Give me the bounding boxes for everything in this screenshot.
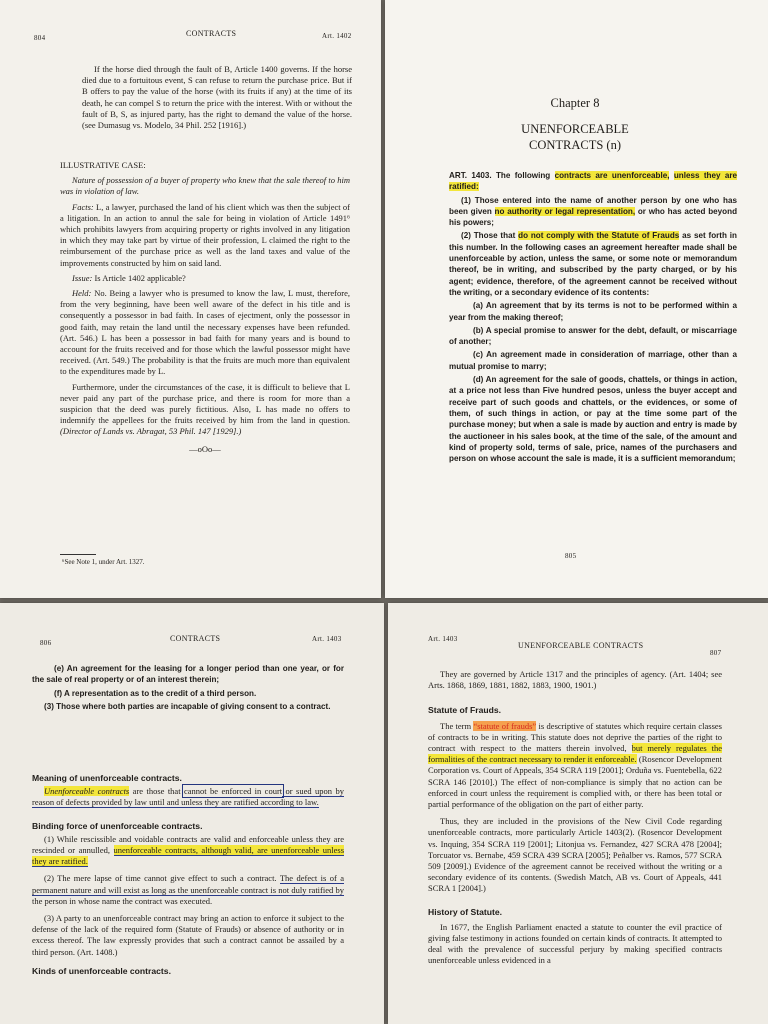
item-c: (c) An agreement made in consideration of marriage, other than a mutual promise to marry; [449, 350, 737, 371]
heading-binding: Binding force of unenforceable contracts. [32, 820, 203, 831]
page-804 [0, 0, 381, 598]
held: Held: No. Being a lawyer who is presumed to know the law, L must, therefore, from the very beginning, have been well aware of the defect in his title and is consequently a possessor in bad faith. In cases of ejectment, only the possessor in good faith, may retain the land until the necessary expenses have been refunded. (Art. 546.) L has been a possessor in bad faith for many years and is bound to account for the fruits received and for those which the lawful possessor might have received. (Art. 549.) The probability is that the fruits are much more than equivalent to the expenditures made by L. [60, 288, 350, 377]
heading-history: History of Statute. [428, 906, 503, 917]
article-1403 [449, 170, 737, 466]
footnote-rule [60, 554, 96, 555]
statute-paragraph-2: Thus, they are included in the provisions of the New Civil Code regarding unenforceable contracts, more particularly Article 1403(2). (Rosencor Development vs. Inquing, 354 SCRA 119 [2001]; Litonjua vs. Fernandez, 427 SCRA 478 [2004]; Torcuator vs. Bernabe, 459 SCRA 439 SCRA [2005]; Peñalber vs. Ramos, 577 SCRA 509 [2009].) Evidence of the agreement cannot be received without the writing or a secondary evidence of its contents. (Swedish Match, AB vs. Court of Appeals, 441 SCRA 1 [2004].) [428, 816, 722, 894]
item-3: (3) Those where both parties are incapable of giving consent to a contract. [44, 701, 331, 711]
intro: They are governed by Article 1317 and the principles of agency. (Art. 1404; see Arts. 1868, 1869, 1881, 1882, 1883, 1900, 1901.) [428, 669, 722, 691]
page-number: 806 [40, 639, 52, 647]
illustrative-case [60, 160, 350, 455]
heading-statute-of-frauds: Statute of Frauds. [428, 705, 502, 716]
article-lead: ART. 1403. The following contracts are unenforceable, unless they are ratified: [449, 171, 738, 192]
heading-kinds: Kinds of unenforceable contracts. [32, 965, 171, 976]
article-ref: Art. 1403 [428, 635, 458, 643]
page-number: 807 [710, 649, 722, 657]
furthermore: Furthermore, under the circumstances of the case, it is difficult to believe that L never paid any part of the purchase price, and there is room for more than a suspicion that the deed was purely fictitious. Also, L has made no offers to indemnify the appellees for the fruits received by him from the land in question. (Director of Lands vs. Abragat, 53 Phil. 147 [1929].) [60, 381, 350, 437]
case-heading: ILLUSTRATIVE CASE: [60, 160, 146, 170]
page-806 [0, 603, 384, 1024]
page-number: 805 [565, 552, 577, 560]
item-1: (1) Those entered into the name of another person by one who has been given no authority or legal representation, or who has acted beyond his powers; [449, 195, 738, 228]
heading-meaning: Meaning of unenforceable contracts. [32, 773, 182, 783]
history-paragraph: In 1677, the English Parliament enacted a statute to counter the evil practice of giving false testimony in actions founded on certain kinds of contracts. It attempted to deal with the prevalence of successful perjury by making specified contracts unenforceable unless evidenced in a [428, 921, 722, 966]
article-1403-cont [32, 663, 344, 714]
item-2: (2) Those that do not comply with the Statute of Frauds as set forth in this number. In the following cases an agreement hereafter made shall be unenforceable by action, unless the same, or some note or memorandum thereof, be in writing, and subscribed by the party charged, or by his agent; evidence, therefore, of the agreement cannot be received without the writing, or a secondary evidence of its contents: [449, 231, 737, 297]
facts: Facts: L, a lawyer, purchased the land of his client which was then the subject of a litigation. In an action to annul the sale for being in violation of Article 1491⁶ which prohibits lawyers from acquiring property or rights involved in any litigation in which they may take part by virtue of their profession, L claimed the right to the reimbursement of the purchase price as well as the land taxes and value of the improvements constructed by him on said land. [60, 201, 351, 268]
running-head: CONTRACTS [186, 29, 237, 38]
ornament: —oOo— [189, 443, 221, 454]
item-f: (f) A representation as to the credit of a third person. [54, 688, 257, 698]
page-807 [388, 603, 768, 1024]
commentary [32, 773, 344, 977]
running-head: UNENFORCEABLE CONTRACTS [518, 641, 644, 650]
article-ref: Art. 1403 [312, 635, 342, 643]
item-a: (a) An agreement that by its terms is not to be performed within a year from the making thereof; [449, 301, 737, 322]
chapter-title: UNENFORCEABLE CONTRACTS (n) [521, 122, 629, 152]
paragraph: If the horse died through the fault of B, Article 1400 governs. If the horse died due to a fortuitous event, S can refuse to return the purchase price. But if B offers to pay the value of the horse (with its fruits if any) at the time of its death, he can compel S to return the price with the interest. With or without the fault of B, S, as injured party, has the right to demand the value of the horse. (see Dumasug vs. Modelo, 34 Phil. 252 [1916].) [82, 64, 352, 131]
page-805 [385, 0, 768, 598]
page-number: 804 [34, 34, 46, 42]
meaning-paragraph: Unenforceable contracts are those that cannot be enforced in court or sued upon by reason of defects provided by law until and unless they are ratified according to law. [32, 786, 344, 808]
item-e: (e) An agreement for the leasing for a longer period than one year, or for the sale of real property or of an interest therein; [32, 664, 344, 685]
binding-1: (1) While rescissible and voidable contracts are valid and enforceable unless they are rescinded or annulled, unenforceable contracts, although valid, are unenforceable unless they are ratified. [32, 833, 345, 867]
item-d: (d) An agreement for the sale of goods, chattels, or things in action, at a price not less than Five hundred pesos, unless the buyer accept and receive part of such goods and chattels, or the evidences, or some of them, of such things in action, or pay at the time some part of the purchase money; but when a sale is made by auction and entry is made by the auctioneer in his sales book, at the time of the sale, of the amount and kind of property sold, terms of sale, price, names of the purchasers and person on whose account the sale is made, it is a sufficient memorandum; [449, 375, 737, 464]
case-title: Nature of possession of a buyer of property who knew that the sale thereof to him was in violation of law. [60, 175, 350, 197]
issue: Issue: Is Article 1402 applicable? [72, 272, 186, 283]
statute-paragraph-1: The term “statute of frauds” is descriptive of statutes which require certain classes of contracts to be in writing. This statute does not deprive the parties of the right to contract with respect to the matters therein involved, but merely regulates the formalities of the contract necessary to render it enforceable. (Rosencor Development Corporation vs. Court of Appeals, 354 SCRA 119 [2001]; Orduña vs. Fuentebella, 622 SCRA 146 [2010].) The effect of non-compliance is simply that no action can be enforced in court unless the requirement is complied with, or there has been total or partial performance of the obligation on the part of either party. [428, 720, 722, 810]
binding-3: (3) A party to an unenforceable contract may bring an action to enforce it subject to the defense of the lack of the required form (Statute of Frauds) or absence of authority or in excess thereof. The law expressly provides that such a contract cannot be assailed by a third person. (Art. 1408.) [32, 913, 344, 957]
commentary [428, 669, 722, 967]
article-ref: Art. 1402 [322, 32, 352, 40]
chapter-label: Chapter 8 [550, 96, 600, 110]
item-b: (b) A special promise to answer for the debt, default, or miscarriage of another; [449, 325, 737, 347]
running-head: CONTRACTS [170, 634, 221, 643]
footnote: ⁶See Note 1, under Art. 1327. [62, 558, 145, 566]
binding-2: (2) The mere lapse of time cannot give effect to such a contract. The defect is of a permanent nature and will exist as long as the unenforceable contract is not duly ratified by the person in whose name the contract was executed. [32, 873, 344, 906]
